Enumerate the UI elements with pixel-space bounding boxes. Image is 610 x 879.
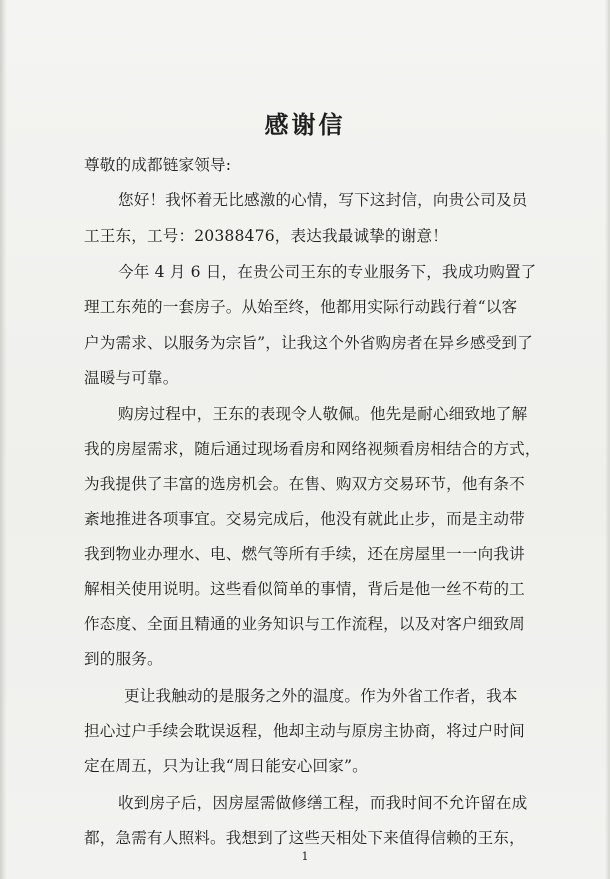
body-line: 理工东苑的一套房子。从始至终，他都用实际行动践行着“以客 [84,298,518,316]
body-line: 紊地推进各项事宜。交易完成后，他没有就此止步，而是主动带 [84,510,525,528]
body-line: 户为需求、以服务为宗旨”，让我这个外省购房者在异乡感受到了 [84,334,533,352]
body-line: 解相关使用说明。这些看似简单的事情，背后是他一丝不苟的工 [84,580,525,598]
body-line: 我到物业办理水、电、燃气等所有手续，还在房屋里一一向我讲 [84,545,525,563]
body-line: 到的服务。 [84,650,163,668]
body-line: 收到房子后，因房屋需做修缮工程，而我时间不允许留在成 [118,794,528,812]
body-line: 购房过程中，王东的表现令人敬佩。他先是耐心细致地了解 [118,405,528,423]
body-line: 工王东，工号：20388476，表达我最诚挚的谢意！ [84,227,448,245]
body-line: 定在周五，只为让我“周日能安心回家”。 [84,757,368,775]
body-line: 更让我触动的是服务之外的温度。作为外省工作者，我本 [124,687,518,705]
body-line: 我的房屋需求，随后通过现场看房和网络视频看房相结合的方式， [84,440,541,458]
body-line: 担心过户手续会耽误返程，他却主动与原房主协商，将过户时间 [84,722,525,740]
page-number: 1 [301,850,309,863]
body-line: 今年 4 月 6 日，在贵公司王东的专业服务下，我成功购置了 [118,263,537,281]
body-line: 作态度、全面且精通的业务知识与工作流程，以及对客户细致周 [84,615,525,633]
body-line: 为我提供了丰富的选房机会。在售、购双方交易环节，他有条不 [84,475,525,493]
letter-title: 感谢信 [264,110,346,139]
body-line: 您好！我怀着无比感激的心情，写下这封信，向贵公司及员 [118,191,528,209]
body-line: 温暖与可靠。 [84,369,179,387]
body-line: 都，急需有人照料。我想到了这些天相处下来值得信赖的王东， [84,829,525,847]
salutation: 尊敬的成都链家领导: [84,156,232,174]
